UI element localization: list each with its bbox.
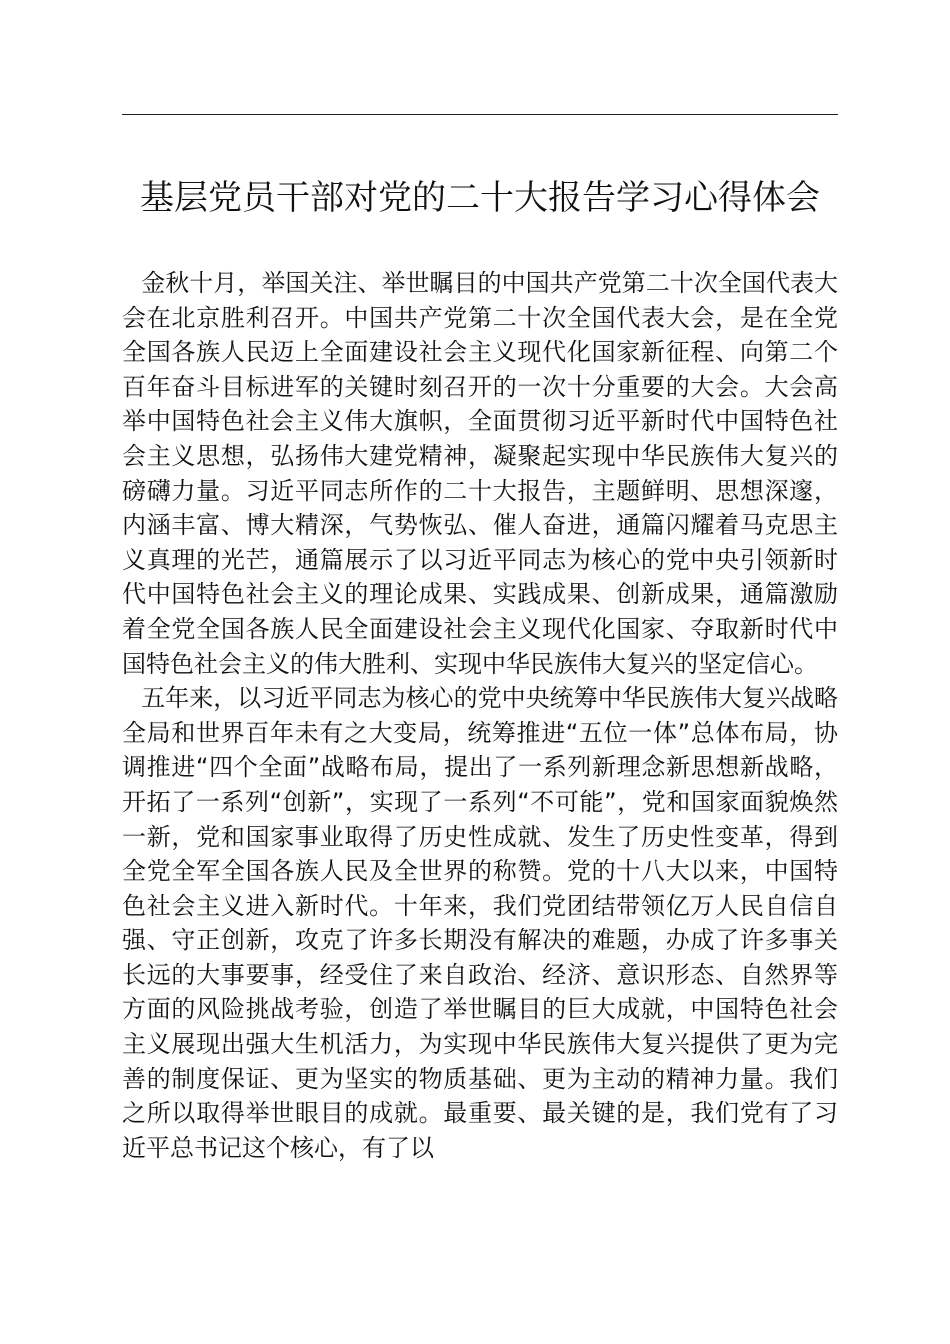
document-body bbox=[122, 266, 838, 1165]
paragraph-2: 五年来，以习近平同志为核心的党中央统筹中华民族伟大复兴战略全局和世界百年未有之大变局，统筹推进“五位一体”总体布局，协调推进“四个全面”战略布局，提出了一系列新理念新思想新战略，开拓了一系列“创新”，实现了一系列“不可能”，党和国家面貌焕然一新，党和国家事业取得了历史性成就、发生了历史性变革，得到全党全军全国各族人民及全世界的称赞。党的十八大以来，中国特色社会主义进入新时代。十年来，我们党团结带领亿万人民自信自强、守正创新，攻克了许多长期没有解决的难题，办成了许多事关长远的大事要事，经受住了来自政治、经济、意识形态、自然界等方面的风险挑战考验，创造了举世瞩目的巨大成就，中国特色社会主义展现出强大生机活力，为实现中华民族伟大复兴提供了更为完善的制度保证、更为坚实的物质基础、更为主动的精神力量。我们之所以取得举世眼目的成就。最重要、最关键的是，我们党有了习近平总书记这个核心，有了以 bbox=[122, 684, 838, 1162]
paragraph-1: 金秋十月，举国关注、举世瞩目的中国共产党第二十次全国代表大会在北京胜利召开。中国共产党第二十次全国代表大会，是在全党全国各族人民迈上全面建设社会主义现代化国家新征程、向第二个百年奋斗目标进军的关键时刻召开的一次十分重要的大会。大会高举中国特色社会主义伟大旗帜，全面贯彻习近平新时代中国特色社会主义思想，弘扬伟大建党精神，凝聚起实现中华民族伟大复兴的磅礴力量。习近平同志所作的二十大报告，主题鲜明、思想深邃，内涵丰富、博大精深，气势恢弘、催人奋进，通篇闪耀着马克思主义真理的光芒，通篇展示了以习近平同志为核心的党中央引领新时代中国特色社会主义的理论成果、实践成果、创新成果，通篇激励着全党全国各族人民全面建设社会主义现代化国家、夺取新时代中国特色社会主义的伟大胜利、实现中华民族伟大复兴的坚定信心。 bbox=[122, 269, 838, 678]
header-rule bbox=[122, 114, 838, 115]
document-title: 基层党员干部对党的二十大报告学习心得体会 bbox=[140, 178, 820, 218]
